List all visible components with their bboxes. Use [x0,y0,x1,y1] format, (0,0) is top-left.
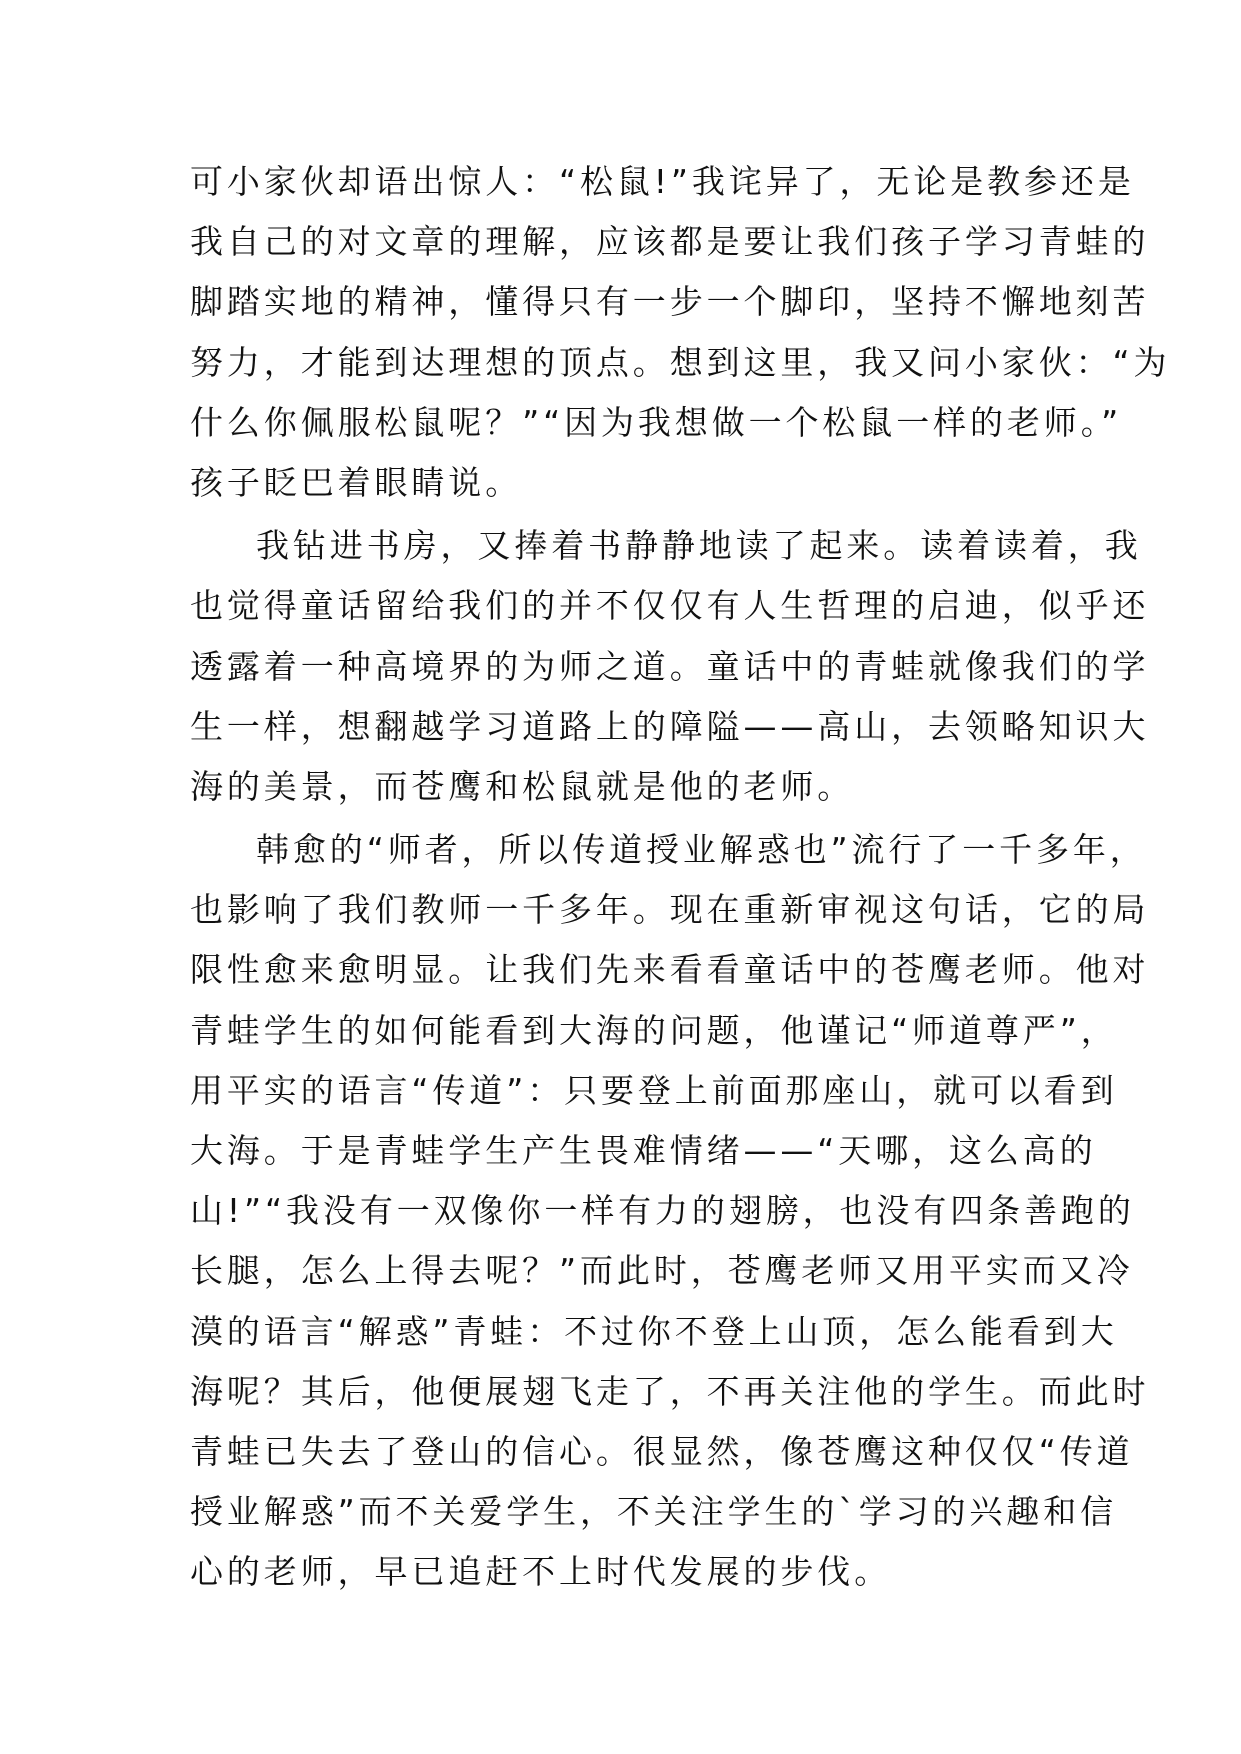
text-line: 我自己的对文章的理解，应该都是要让我们孩子学习青蛙的 [190,222,1150,262]
text-line: 韩愈的“师者，所以传道授业解惑也”流行了一千多年， [256,830,1147,870]
text-line: 漠的语言“解惑”青蛙：不过你不登上山顶，怎么能看到大 [190,1311,1118,1351]
text-line: 脚踏实地的精神，懂得只有一步一个脚印，坚持不懈地刻苦 [190,282,1150,322]
text-line: 也影响了我们教师一千多年。现在重新审视这句话，它的局 [190,890,1150,930]
text-line: 授业解惑”而不关爱学生，不关注学生的`学习的兴趣和信 [190,1492,1117,1532]
paragraph-2 [190,516,1150,817]
body-text [190,152,1171,1603]
text-line: 大海。于是青蛙学生产生畏难情绪——“天哪，这么高的 [190,1131,1097,1170]
text-line: 我钻进书房，又捧着书静静地读了起来。读着读着，我 [256,526,1142,566]
text-line: 也觉得童话留给我们的并不仅仅有人生哲理的启迪，似乎还 [190,586,1150,626]
text-line: 透露着一种高境界的为师之道。童话中的青蛙就像我们的学 [190,646,1150,686]
text-line: 限性愈来愈明显。让我们先来看看童话中的苍鹰老师。他对 [190,950,1150,990]
text-line: 长腿，怎么上得去呢？”而此时，苍鹰老师又用平实而又冷 [190,1251,1134,1291]
text-line: 海呢？其后，他便展翅飞走了，不再关注他的学生。而此时 [190,1371,1150,1411]
text-line: 用平实的语言“传道”：只要登上前面那座山，就可以看到 [190,1070,1118,1110]
text-line: 心的老师，早已追赶不上时代发展的步伐。 [190,1552,892,1592]
text-line: 努力，才能到达理想的顶点。想到这里，我又问小家伙：“为 [190,342,1171,382]
text-line: 什么你佩服松鼠呢？”“因为我想做一个松鼠一样的老师。” [190,402,1123,442]
paragraph-3 [190,820,1150,1602]
text-line: 海的美景，而苍鹰和松鼠就是他的老师。 [190,766,855,806]
paragraph-1 [190,152,1171,513]
text-line: 山!”“我没有一双像你一样有力的翅膀，也没有四条善跑的 [190,1191,1135,1231]
text-line: 青蛙已失去了登山的信心。很显然，像苍鹰这种仅仅“传道 [190,1431,1134,1471]
text-line: 生一样，想翻越学习道路上的障隘——高山，去领略知识大 [190,706,1150,746]
text-line: 青蛙学生的如何能看到大海的问题，他谨记“师道尊严”， [190,1010,1118,1050]
text-line: 孩子眨巴着眼睛说。 [190,462,523,502]
text-line: 可小家伙却语出惊人：“松鼠!”我诧异了，无论是教参还是 [190,162,1135,201]
